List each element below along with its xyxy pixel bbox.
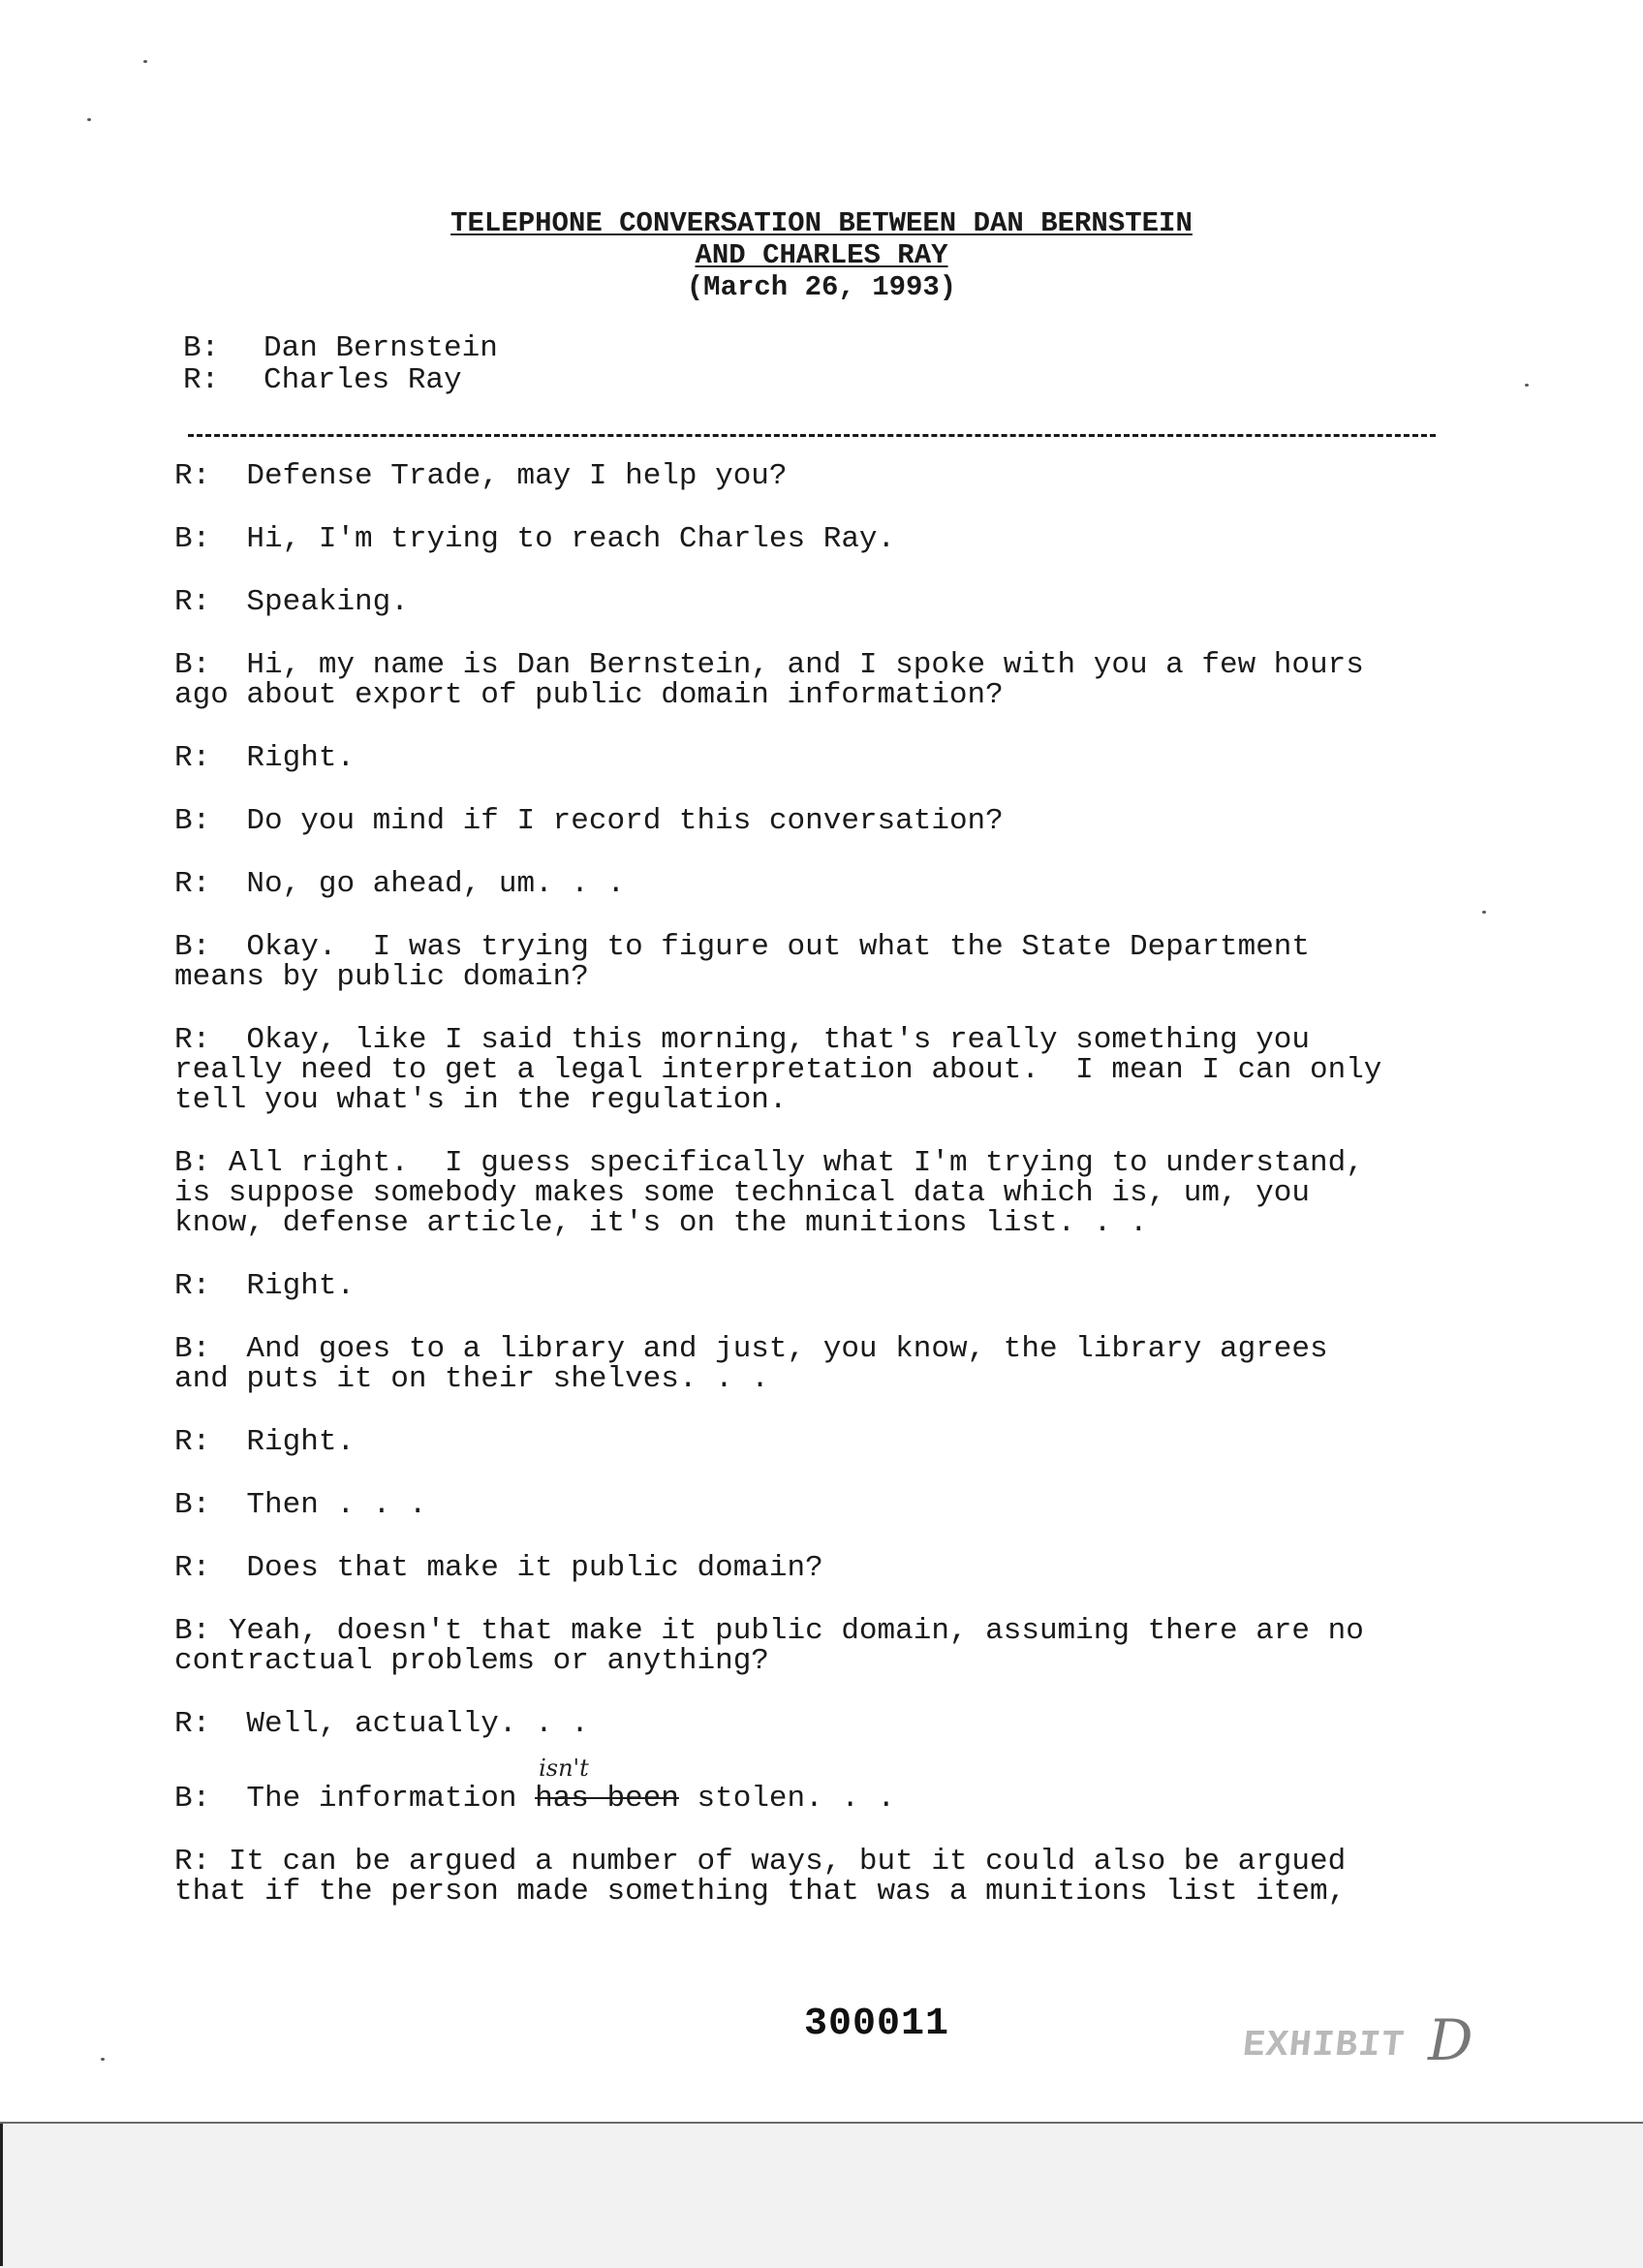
legend-name: Charles Ray — [264, 363, 462, 397]
utterance: Do you mind if I record this conversation? — [210, 804, 1004, 838]
utterance-start: The information — [210, 1782, 536, 1816]
utterance-end: stolen. . . — [678, 1782, 896, 1816]
transcript-paragraph — [174, 650, 1474, 710]
utterance: No, go ahead, um. . . — [210, 867, 626, 901]
speaker-code: B: — [174, 804, 211, 838]
transcript-paragraph — [174, 461, 1474, 491]
speaker-code: R: — [174, 585, 211, 619]
speaker-code: B: — [174, 1146, 211, 1180]
utterance: Okay, like I said this morning, that's really something you really need to get a legal interpretation about. I mean I can only tell you what's in the regulation. — [174, 1023, 1382, 1117]
transcript-paragraph — [174, 806, 1474, 836]
utterance: Does that make it public domain? — [210, 1551, 823, 1585]
speaker-legend — [183, 332, 498, 396]
document-title — [0, 207, 1643, 303]
title-line-1: TELEPHONE CONVERSATION BETWEEN DAN BERNSTEIN — [450, 207, 1193, 239]
utterance: Right. — [210, 741, 356, 775]
transcript-paragraph — [174, 1616, 1474, 1676]
speaker-code: R: — [174, 1023, 211, 1057]
scanner-edge — [0, 2124, 3, 2266]
legend-code: B: — [183, 331, 220, 365]
utterance: Right. — [210, 1425, 356, 1459]
transcript-paragraph — [174, 1427, 1474, 1457]
speaker-code: B: — [174, 648, 211, 682]
speaker-code: R: — [174, 1707, 211, 1741]
speaker-code: B: — [174, 930, 211, 964]
speaker-code: B: — [174, 1488, 211, 1522]
exhibit-letter: D — [1428, 2007, 1473, 2073]
transcript-paragraph — [174, 1148, 1474, 1238]
speaker-code: R: — [174, 459, 211, 493]
transcript-paragraph — [174, 1553, 1474, 1583]
utterance: Hi, my name is Dan Bernstein, and I spoke with you a few hours ago about export of public domain information? — [174, 648, 1364, 712]
transcript-paragraph — [174, 1490, 1474, 1520]
speaker-code: R: — [174, 867, 211, 901]
utterance: Okay. I was trying to figure out what the State Department means by public domain? — [174, 930, 1311, 994]
exhibit-stamp: EXHIBIT — [1240, 2025, 1407, 2066]
transcript-paragraph — [174, 743, 1474, 773]
legend-name: Dan Bernstein — [264, 331, 498, 365]
transcript-paragraph — [174, 1271, 1474, 1301]
legend-code: R: — [183, 363, 220, 397]
speaker-code: R: — [174, 1845, 211, 1879]
utterance: And goes to a library and just, you know, the library agrees and puts it on their shelves. . . — [174, 1332, 1328, 1396]
utterance: Well, actually. . . — [210, 1707, 589, 1741]
speaker-code: R: — [174, 1269, 211, 1303]
transcript — [174, 461, 1474, 1940]
transcript-paragraph — [174, 932, 1474, 992]
scan-speck — [1525, 384, 1529, 387]
speaker-code: R: — [174, 741, 211, 775]
transcript-paragraph — [174, 524, 1474, 554]
scan-speck — [87, 118, 91, 121]
struck-text: has been — [535, 1782, 679, 1816]
scanner-background — [0, 2122, 1643, 2268]
utterance: All right. I guess specifically what I'm trying to understand, is suppose somebody makes some technical data which is, um, you know, defense article, it's on the munitions list. . . — [174, 1146, 1364, 1240]
transcript-paragraph — [174, 869, 1474, 899]
utterance: It can be argued a number of ways, but it could also be argued that if the person made something that was a munitions list item, — [174, 1845, 1347, 1909]
speaker-code: B: — [174, 1614, 211, 1648]
utterance: Defense Trade, may I help you? — [210, 459, 788, 493]
utterance: Speaking. — [210, 585, 409, 619]
transcript-paragraph — [174, 1709, 1474, 1739]
title-line-2: AND CHARLES RAY — [695, 239, 948, 271]
utterance: Hi, I'm trying to reach Charles Ray. — [210, 522, 896, 556]
scan-speck — [1482, 911, 1486, 914]
speaker-code: R: — [174, 1551, 211, 1585]
speaker-code: B: — [174, 522, 211, 556]
title-date: (March 26, 1993) — [686, 271, 957, 303]
scan-speck — [143, 60, 147, 63]
transcript-paragraph — [174, 1025, 1474, 1115]
bates-number: 300011 — [804, 2003, 950, 2046]
handwritten-insertion: isn't — [539, 1755, 589, 1782]
speaker-code: B: — [174, 1782, 211, 1816]
handwritten-edit — [535, 1755, 679, 1816]
dashed-divider — [188, 434, 1436, 437]
utterance: Yeah, doesn't that make it public domain, assuming there are no contractual problems or anything? — [174, 1614, 1364, 1678]
scan-speck — [101, 2058, 105, 2061]
speaker-code: B: — [174, 1332, 211, 1366]
utterance: Right. — [210, 1269, 356, 1303]
transcript-paragraph — [174, 1334, 1474, 1394]
legend-row — [183, 364, 498, 396]
legend-row — [183, 332, 498, 364]
transcript-paragraph — [174, 587, 1474, 617]
utterance: Then . . . — [210, 1488, 427, 1522]
edited-paragraph — [174, 1755, 1474, 1816]
speaker-code: R: — [174, 1425, 211, 1459]
transcript-paragraph — [174, 1847, 1474, 1907]
